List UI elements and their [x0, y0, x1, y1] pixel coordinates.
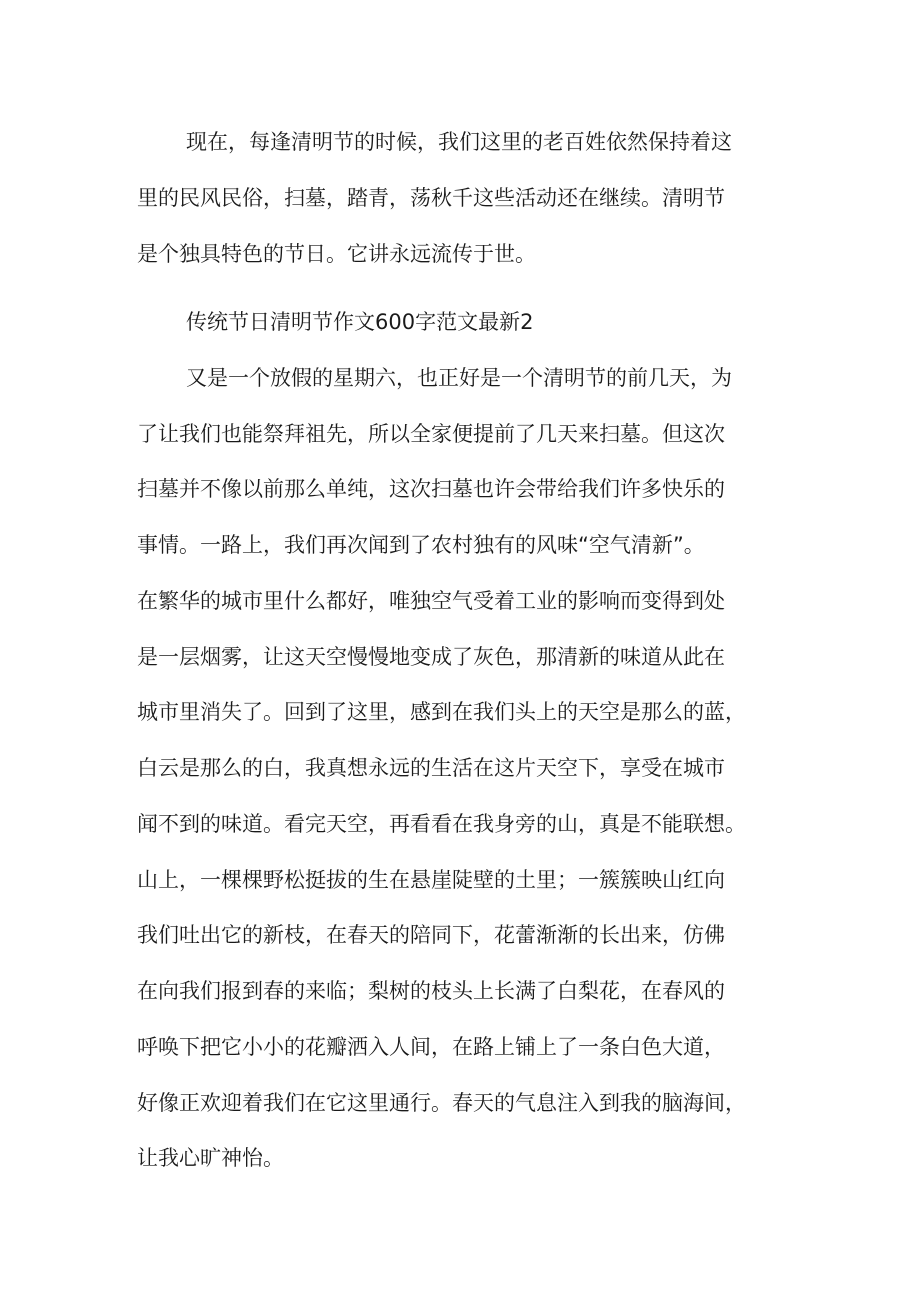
- paragraph-1-line-2: 里的民风民俗，扫墓，踏青，荡秋千这些活动还在继续。清明节: [137, 186, 725, 210]
- paragraph-2-line-9: 闻不到的味道。看完天空，再看看在我身旁的山，真是不能联想。: [137, 812, 746, 836]
- paragraph-2-line-14: 好像正欢迎着我们在它这里通行。春天的气息注入到我的脑海间，: [137, 1091, 746, 1115]
- paragraph-2-line-12: 在向我们报到春的来临；梨树的枝头上长满了白梨花，在春风的: [137, 979, 725, 1003]
- paragraph-2-line-4: 事情。一路上，我们再次闻到了农村独有的风味“空气清新”。: [137, 533, 705, 557]
- paragraph-2-line-6: 是一层烟雾，让这天空慢慢地变成了灰色，那清新的味道从此在: [137, 645, 725, 669]
- paragraph-1-line-1: 现在，每逢清明节的时候，我们这里的老百姓依然保持着这: [186, 130, 732, 154]
- paragraph-2-line-1: 又是一个放假的星期六，也正好是一个清明节的前几天，为: [186, 366, 732, 390]
- section-heading: 传统节日清明节作文600字范文最新2: [186, 310, 534, 334]
- paragraph-2-line-3: 扫墓并不像以前那么单纯，这次扫墓也许会带给我们许多快乐的: [137, 477, 725, 501]
- paragraph-2-line-7: 城市里消失了。回到了这里，感到在我们头上的天空是那么的蓝，: [137, 700, 746, 724]
- paragraph-2-line-13: 呼唤下把它小小的花瓣洒入人间，在路上铺上了一条白色大道，: [137, 1035, 725, 1059]
- paragraph-2-line-8: 白云是那么的白，我真想永远的生活在这片天空下，享受在城市: [137, 756, 725, 780]
- paragraph-2-line-10: 山上，一棵棵野松挺拔的生在悬崖陡壁的土里；一簇簇映山红向: [137, 868, 725, 892]
- paragraph-2-line-2: 了让我们也能祭拜祖先，所以全家便提前了几天来扫墓。但这次: [137, 422, 725, 446]
- paragraph-1-line-3: 是个独具特色的节日。它讲永远流传于世。: [137, 242, 536, 266]
- paragraph-2-line-11: 我们吐出它的新枝，在春天的陪同下，花蕾渐渐的长出来，仿佛: [137, 923, 725, 947]
- paragraph-2-line-5: 在繁华的城市里什么都好，唯独空气受着工业的影响而变得到处: [137, 589, 725, 613]
- paragraph-2-line-15: 让我心旷神怡。: [137, 1146, 284, 1170]
